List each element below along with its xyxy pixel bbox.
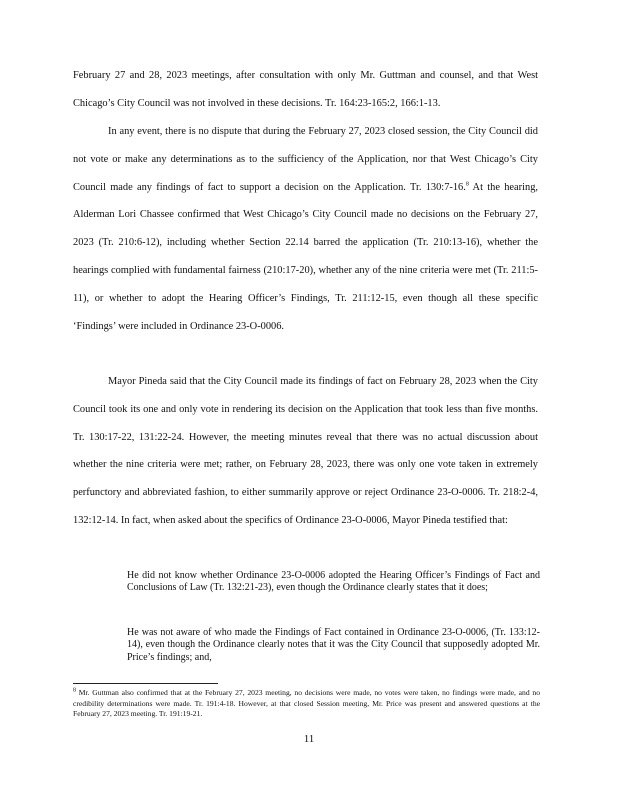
paragraph-2-text-after: At the hearing, Alderman Lori Chassee confirmed that West Chicago’s City Council made no decisions on the February 27, 2023 (Tr. 210:6-12), including whether Section 22.14 barred the application (Tr. 210:13-16), whether the hearings complied with fundamental fairness (210:17-20), whether any of the nine criteria were met (Tr. 211:5-11), or whether to adopt the Hearing Officer’s Findings, Tr. 211:12-15, even though all these specific ‘Findings’ were included in Ordinance 23-O-0006. [73,181,538,332]
paragraph-closed-session [73,118,538,340]
paragraph-mayor-pineda [73,368,538,535]
paragraph-2 [73,118,538,340]
bullet-2-text: He was not aware of who made the Findings of Fact contained in Ordinance 23-O-0006, (Tr. 133:12-14), even though the Ordinance clearly notes that it was the City Council that supposedly adopted Mr. Price’s findings; and, [127,627,540,663]
paragraph-continuation [73,62,538,118]
bullet-item [110,627,540,664]
footnote-reference[interactable]: 8 [465,181,469,188]
paragraph-3-text: Mayor Pineda said that the City Council made its findings of fact on February 28, 2023 when the City Council took its one and only vote in rendering its decision on the Application that took less than five months. Tr. 130:17-22, 131:22-24. However, the meeting minutes reveal that there was no actual discussion about whether the nine criteria were met; rather, on February 28, 2023, there was only one vote taken in extremely perfunctory and abbreviated fashion, to either summarily approve or reject Ordinance 23-O-0006. Tr. 218:2-4, 132:12-14. In fact, when asked about the specifics of Ordinance 23-O-0006, Mayor Pineda testified that: [73,376,538,526]
footnote-number: 8 [73,687,76,694]
bullet-1-text: He did not know whether Ordinance 23-O-0006 adopted the Hearing Officer’s Findings of Fact and Conclusions of Law (Tr. 132:21-23), even though the Ordinance clearly states that it does; [127,570,540,594]
paragraph-1-text: February 27 and 28, 2023 meetings, after consultation with only Mr. Guttman and counsel, and that West Chicago’s City Council was not involved in these decisions. Tr. 164:23-165:2, 166:1-13. [73,70,538,109]
bullet-item [110,570,540,595]
footnote [73,688,540,720]
paragraph-2-text: In any event, there is no dispute that during the February 27, 2023 closed session, the City Council did not vote or make any determinations as to the sufficiency of the Application, nor that West Chicago’s City Council made any findings of fact to support a decision on the Application. Tr. 130:7-16. [73,126,538,193]
page-number: 11 [303,733,315,745]
footnote-text: Mr. Guttman also confirmed that at the February 27, 2023 meeting, no decisions were made, no votes were taken, no findings were made, and no credibility determinations were made. Tr. 191:4-18. However, at that closed Session meeting, Mr. Price was present and answered questions at the February 27, 2023 meeting. Tr. 191:19-21. [73,688,540,719]
footnote-divider [73,683,218,684]
